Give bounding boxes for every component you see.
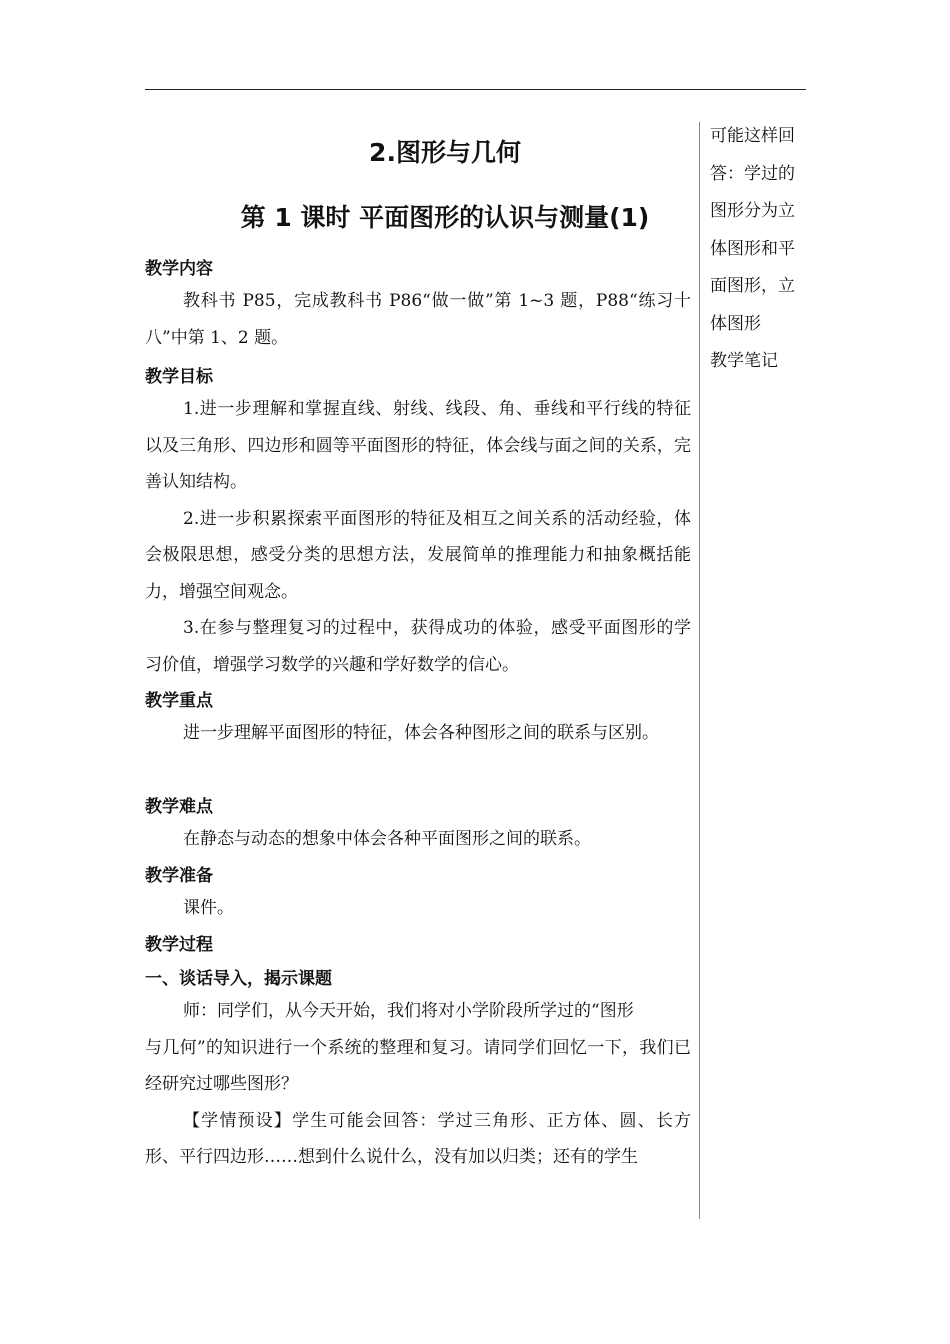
step1-preset: 【学情预设】学生可能会回答：学过三角形、正方体、圆、长方形、平行四边形……想到什么说什么，没有加以归类；还有的学生 <box>145 1110 691 1167</box>
prep-section <box>145 865 691 927</box>
prep-heading: 教学准备 <box>145 866 213 886</box>
key-text: 进一步理解平面图形的特征，体会各种图形之间的联系与区别。 <box>183 723 659 743</box>
goals-section <box>145 366 691 683</box>
difficulty-heading: 教学难点 <box>145 797 213 817</box>
prep-text: 课件。 <box>183 898 234 918</box>
step1-text-a: 师：同学们，从今天开始，我们将对小学阶段所学过的“图形 <box>183 1001 634 1021</box>
step1-text-b: 与几何”的知识进行一个系统的整理和复习。请同学们回忆一下，我们已经研究过哪些图形？ <box>145 1037 691 1094</box>
difficulty-section <box>145 796 691 858</box>
lesson-title: 第 1 课时 平面图形的认识与测量(1) <box>240 203 650 232</box>
margin-notes-label: 教学笔记 <box>710 351 778 371</box>
process-section <box>145 934 691 1176</box>
top-rule <box>145 89 806 90</box>
goal-1: 1.进一步理解和掌握直线、射线、线段、角、垂线和平行线的特征以及三角形、四边形和圆等平面图形的特征，体会线与面之间的关系，完善认知结构。 <box>145 399 691 492</box>
margin-note-text: 可能这样回答：学过的图形分为立体图形和平面图形，立体图形 <box>710 126 795 334</box>
margin-notes <box>710 118 810 381</box>
content-section <box>145 258 691 356</box>
process-heading: 教学过程 <box>145 935 213 955</box>
section-title: 2.图形与几何 <box>369 138 521 167</box>
content-heading: 教学内容 <box>145 259 213 279</box>
key-heading: 教学重点 <box>145 691 213 711</box>
step1-heading: 一、谈话导入，揭示课题 <box>145 969 332 989</box>
content-text: 教科书 P85，完成教科书 P86“做一做”第 1~3 题，P88“练习十八”中第 1、2 题。 <box>145 291 691 348</box>
margin-divider <box>699 122 700 1219</box>
goal-2: 2.进一步积累探索平面图形的特征及相互之间关系的活动经验，体会极限思想，感受分类的思想方法，发展简单的推理能力和抽象概括能力，增强空间观念。 <box>145 508 691 602</box>
difficulty-text: 在静态与动态的想象中体会各种平面图形之间的联系。 <box>183 829 591 849</box>
goals-heading: 教学目标 <box>145 367 213 387</box>
goal-3: 3.在参与整理复习的过程中，获得成功的体验，感受平面图形的学习价值，增强学习数学的兴趣和学好数学的信心。 <box>145 618 691 675</box>
key-section <box>145 690 691 752</box>
